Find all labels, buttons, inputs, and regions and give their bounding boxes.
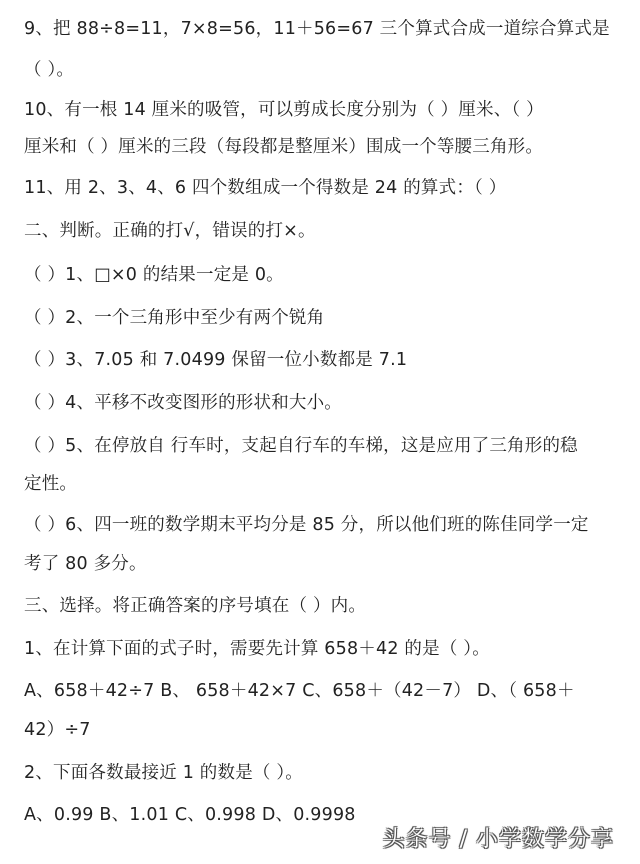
choice-2-options: A、0.99 B、1.01 C、0.998 D、0.9998 <box>24 805 356 825</box>
section-2-heading: 二、判断。正确的打√，错误的打×。 <box>24 221 316 241</box>
judge-item-6-line-1: （ ）6、四一班的数学期末平均分是 85 分，所以他们班的陈佳同学一定 <box>24 515 589 535</box>
section-3-heading: 三、选择。将正确答案的序号填在（ ）内。 <box>24 596 367 616</box>
choice-question-2: 2、下面各数最接近 1 的数是（ ）。 <box>24 763 304 783</box>
judge-item-6-line-2: 考了 80 多分。 <box>24 554 147 574</box>
judge-item-2: （ ）2、一个三角形中至少有两个锐角 <box>24 308 325 328</box>
judge-item-1: （ ）1、□×0 的结果一定是 0。 <box>24 265 284 285</box>
watermark: 头条号 / 小学数学分享 <box>382 827 614 852</box>
judge-item-4: （ ）4、平移不改变图形的形状和大小。 <box>24 393 342 413</box>
question-11-line: 11、用 2、3、4、6 四个数组成一个得数是 24 的算式：（ ） <box>24 178 507 198</box>
question-9-line-2: （ ）。 <box>24 60 75 80</box>
choice-1-options-line-2: 42）÷7 <box>24 720 91 740</box>
question-9-line-1: 9、把 88÷8=11，7×8=56，11＋56=67 三个算式合成一道综合算式是 <box>24 19 610 39</box>
choice-1-options-line-1: A、658＋42÷7 B、 658＋42×7 C、658＋（42－7） D、（ 658＋ <box>24 681 575 701</box>
judge-item-5-line-1: （ ）5、在停放自 行车时，支起自行车的车梯，这是应用了三角形的稳 <box>24 436 578 456</box>
choice-question-1: 1、在计算下面的式子时，需要先计算 658＋42 的是（ ）。 <box>24 639 490 659</box>
question-10-line-2: 厘米和（ ）厘米的三段（每段都是整厘米）围成一个等腰三角形。 <box>24 137 544 157</box>
question-10-line-1: 10、有一根 14 厘米的吸管，可以剪成长度分别为（ ）厘米、（ ） <box>24 100 544 120</box>
judge-item-3: （ ）3、7.05 和 7.0499 保留一位小数都是 7.1 <box>24 350 408 370</box>
judge-item-5-line-2: 定性。 <box>24 474 78 494</box>
